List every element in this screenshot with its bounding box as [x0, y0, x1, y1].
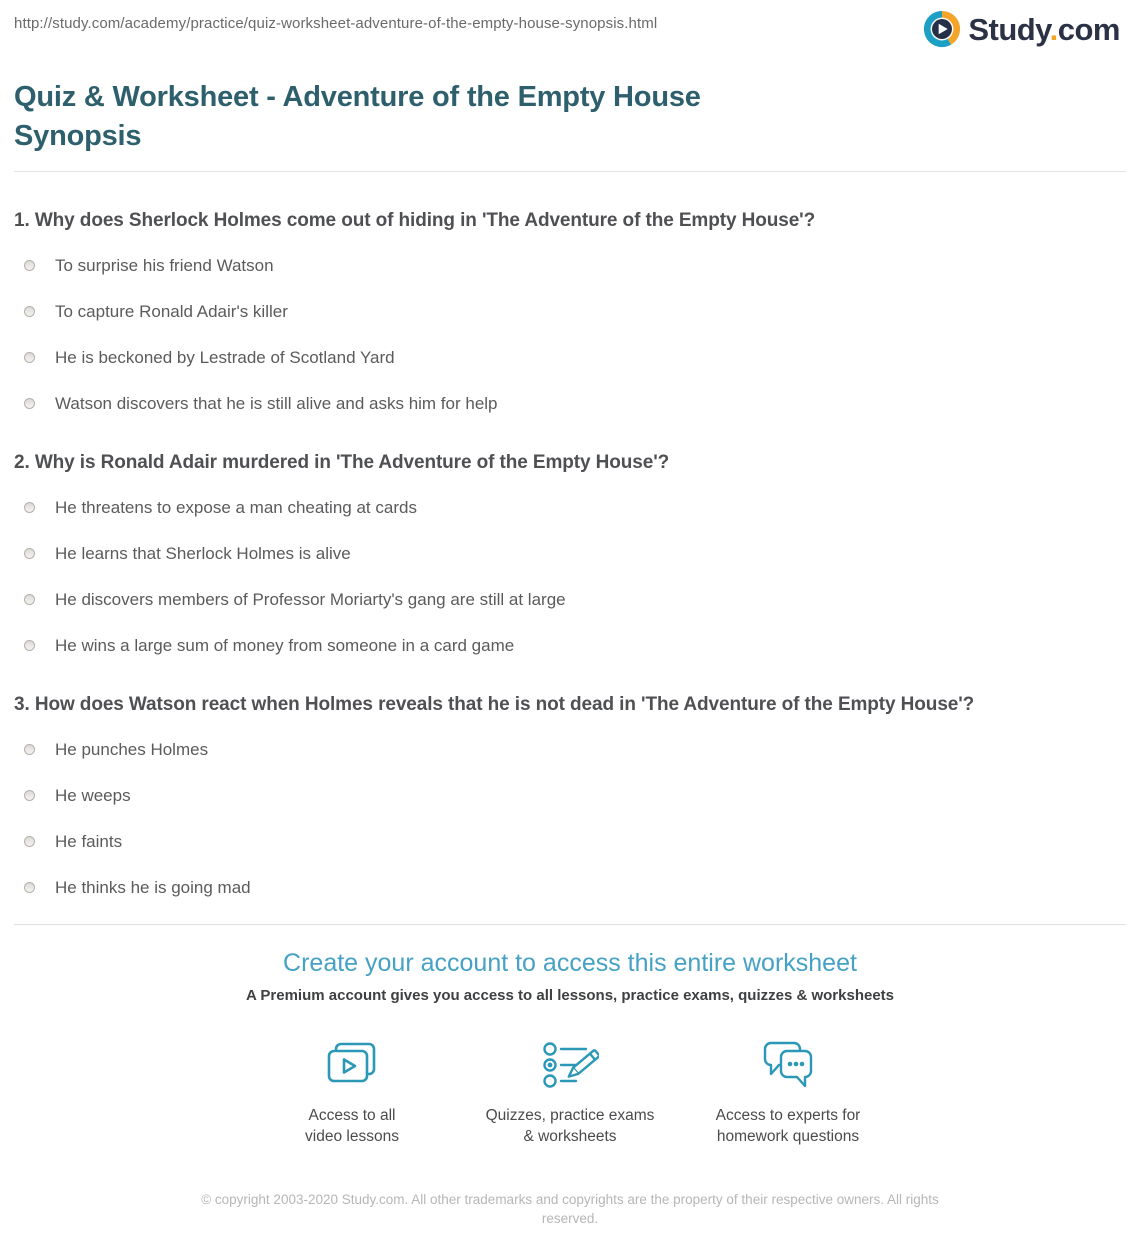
radio-button[interactable] [24, 594, 35, 605]
page-url: http://study.com/academy/practice/quiz-worksheet-adventure-of-the-empty-house-synopsis.html [14, 15, 658, 32]
radio-button[interactable] [24, 260, 35, 271]
option-row [14, 878, 1126, 898]
option-label: To capture Ronald Adair's killer [55, 301, 288, 321]
option-label: He punches Holmes [55, 739, 209, 759]
feature-label: Access to all video lessons [305, 1106, 399, 1145]
option-label: He wins a large sum of money from someone in a card game [55, 635, 515, 655]
radio-button[interactable] [24, 352, 35, 363]
question-3-heading: 3. How does Watson react when Holmes reveals that he is not dead in 'The Adventure of the Empty House'? [14, 693, 975, 715]
option-row [14, 832, 1126, 852]
option-row [14, 348, 1126, 368]
option-label: He weeps [55, 785, 131, 805]
question-2 [14, 452, 1126, 656]
premium-subtitle: A Premium account gives you access to all lessons, practice exams, quizzes & worksheets [245, 986, 895, 1004]
option-row [14, 786, 1126, 806]
feature-video-lessons [243, 1036, 461, 1148]
radio-button[interactable] [24, 502, 35, 513]
question-1 [14, 210, 1126, 414]
option-row [14, 740, 1126, 760]
video-lessons-icon [324, 1036, 380, 1092]
feature-quizzes-worksheets [461, 1036, 679, 1148]
option-row [14, 544, 1126, 564]
question-1-options [14, 256, 1126, 414]
studycom-play-icon [923, 10, 961, 48]
option-label: To surprise his friend Watson [55, 255, 274, 275]
question-3 [14, 694, 1126, 898]
option-label: Watson discovers that he is still alive and asks him for help [55, 393, 498, 413]
features-row [14, 1036, 1126, 1148]
option-label: He discovers members of Professor Moriarty's gang are still at large [55, 589, 566, 609]
title-divider [14, 171, 1126, 172]
cta-divider [14, 924, 1126, 925]
option-label: He thinks he is going mad [55, 877, 251, 897]
feature-label: Quizzes, practice exams & worksheets [485, 1106, 655, 1145]
radio-button[interactable] [24, 306, 35, 317]
radio-button[interactable] [24, 790, 35, 801]
copyright-text: © copyright 2003-2020 Study.com. All other trademarks and copyrights are the property of their respective owners. All rights reserved. [201, 1191, 939, 1227]
create-account-link[interactable]: Create your account to access this entire worksheet [283, 948, 857, 977]
page-footer [14, 1190, 1126, 1259]
feature-label: Access to experts for homework questions [715, 1106, 861, 1145]
option-label: He threatens to expose a man cheating at cards [55, 497, 417, 517]
option-label: He learns that Sherlock Holmes is alive [55, 543, 351, 563]
option-row [14, 498, 1126, 518]
radio-button[interactable] [24, 744, 35, 755]
experts-chat-icon [759, 1036, 817, 1092]
radio-button[interactable] [24, 882, 35, 893]
option-row [14, 302, 1126, 322]
question-1-heading: 1. Why does Sherlock Holmes come out of hiding in 'The Adventure of the Empty House'? [14, 209, 816, 231]
studycom-wordmark: Study.com [968, 11, 1120, 47]
radio-button[interactable] [24, 640, 35, 651]
option-row [14, 636, 1126, 656]
feature-experts-chat [679, 1036, 897, 1148]
radio-button[interactable] [24, 548, 35, 559]
option-row [14, 590, 1126, 610]
option-label: He is beckoned by Lestrade of Scotland Yard [55, 347, 395, 367]
option-row [14, 394, 1126, 414]
studycom-logo[interactable] [923, 10, 1120, 48]
question-2-heading: 2. Why is Ronald Adair murdered in 'The Adventure of the Empty House'? [14, 451, 670, 473]
option-row [14, 256, 1126, 276]
page-title: Quiz & Worksheet - Adventure of the Empty House Synopsis [14, 81, 701, 152]
question-2-options [14, 498, 1126, 656]
radio-button[interactable] [24, 398, 35, 409]
create-account-section [14, 949, 1126, 1148]
page-header [14, 0, 1126, 48]
option-label: He faints [55, 831, 123, 851]
quizzes-worksheets-icon [541, 1036, 599, 1092]
radio-button[interactable] [24, 836, 35, 847]
question-3-options [14, 740, 1126, 898]
